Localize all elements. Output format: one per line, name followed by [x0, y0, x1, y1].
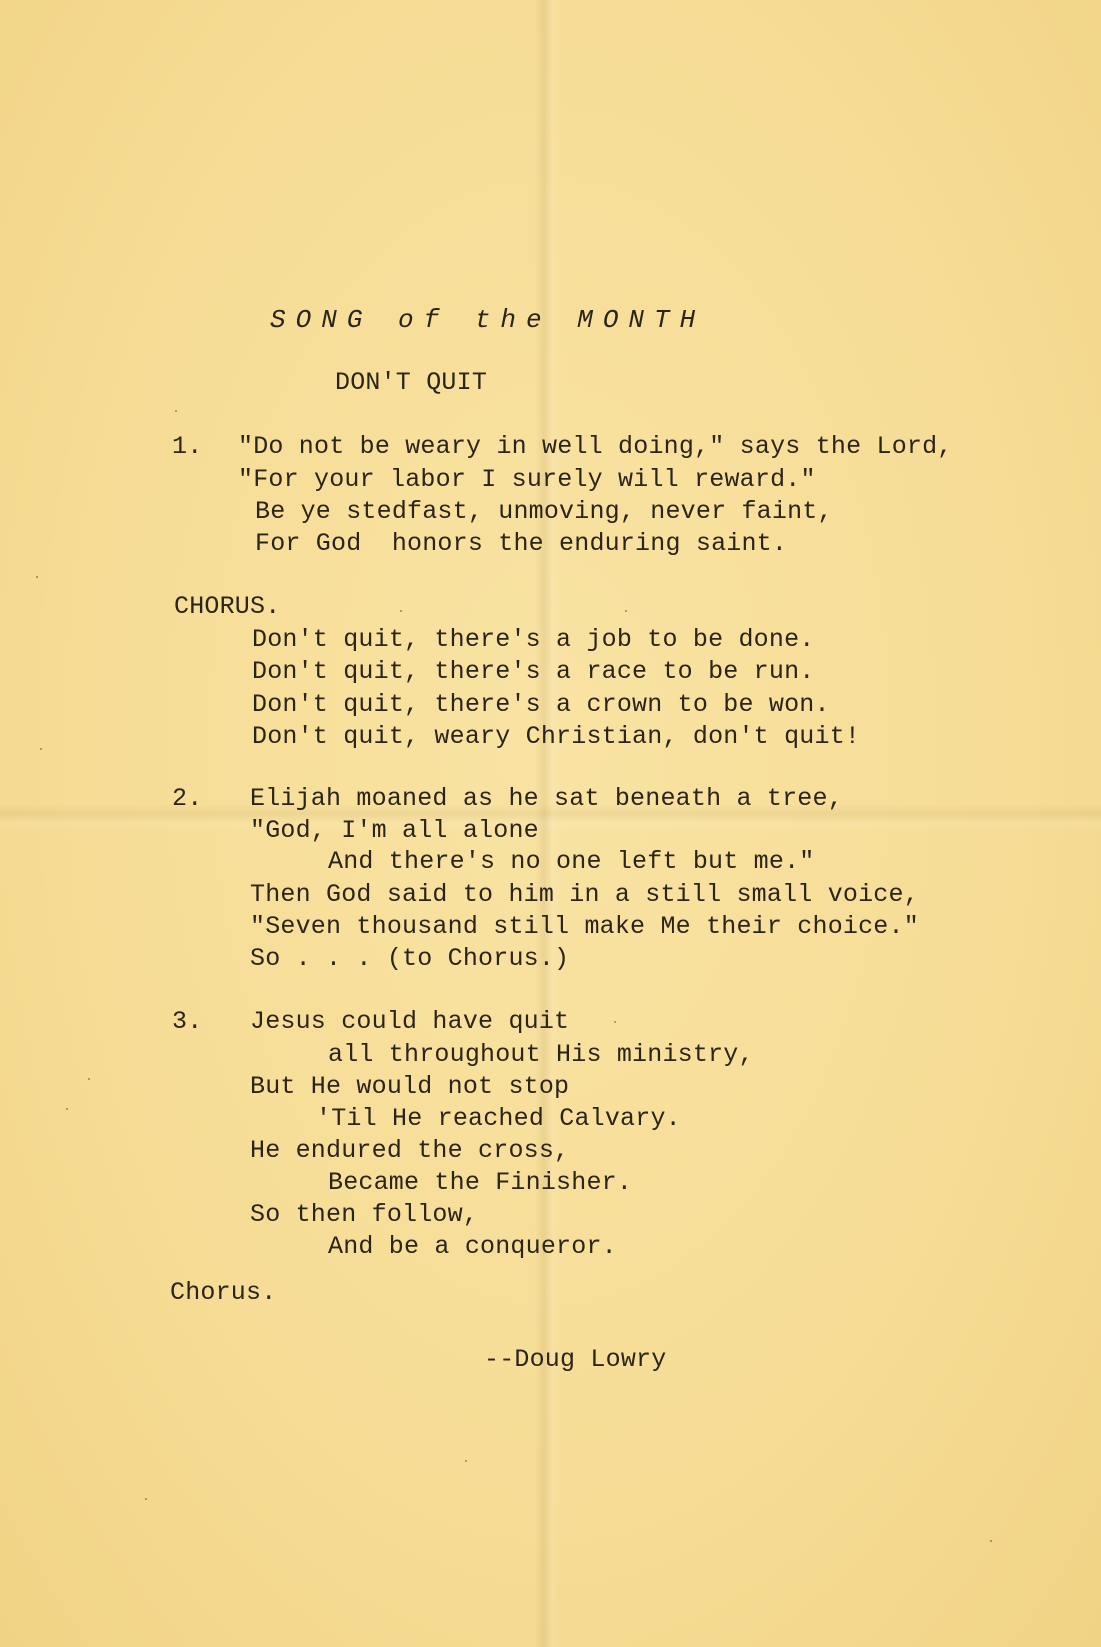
paper-speck	[145, 1498, 147, 1500]
verse-1-line: "Do not be weary in well doing," says the Lord,	[238, 432, 953, 461]
paper-speck	[40, 748, 42, 750]
verse-3-line: Jesus could have quit	[250, 1007, 570, 1036]
verse-2-line: So . . . (to Chorus.)	[250, 944, 570, 973]
verse-3-line: So then follow,	[250, 1200, 479, 1229]
verse-3-line: He endured the cross,	[250, 1136, 570, 1165]
chorus-line: Don't quit, there's a job to be done.	[252, 625, 815, 654]
paper-speck	[36, 576, 38, 578]
paper-speck	[990, 1540, 992, 1542]
verse-2-line: Elijah moaned as he sat beneath a tree,	[250, 784, 843, 813]
verse-1-line: Be ye stedfast, unmoving, never faint,	[255, 497, 833, 526]
chorus-line: Don't quit, weary Christian, don't quit!	[252, 722, 861, 751]
verse-3-line: all throughout His ministry,	[328, 1040, 754, 1069]
song-title: DON'T QUIT	[335, 368, 488, 397]
verse-2-line: "God, I'm all alone	[250, 816, 539, 845]
paper-speck	[400, 610, 402, 612]
verse-2-line: Then God said to him in a still small voice,	[250, 880, 919, 909]
verse-3-line: But He would not stop	[250, 1072, 570, 1101]
verse-3-number: 3.	[172, 1007, 203, 1036]
verse-3-line: And be a conqueror.	[328, 1232, 617, 1261]
chorus-line: Don't quit, there's a crown to be won.	[252, 690, 830, 719]
paper-speck	[66, 1108, 68, 1110]
paper-speck	[465, 1460, 467, 1462]
verse-2-line: "Seven thousand still make Me their choice."	[250, 912, 919, 941]
verse-2-line: And there's no one left but me."	[328, 847, 815, 876]
chorus-line: Don't quit, there's a race to be run.	[252, 657, 815, 686]
chorus-label: CHORUS.	[174, 592, 281, 621]
verse-1-number: 1.	[172, 432, 203, 461]
author-credit: --Doug Lowry	[484, 1345, 667, 1374]
chorus-repeat-label: Chorus.	[170, 1278, 277, 1307]
paper-speck	[625, 610, 627, 612]
song-of-the-month-heading: SONG of the MONTH	[270, 305, 706, 335]
paper-speck	[175, 410, 177, 412]
paper-speck	[88, 1078, 90, 1080]
verse-1-line: For God honors the enduring saint.	[255, 529, 788, 558]
verse-3-line: Became the Finisher.	[328, 1168, 633, 1197]
verse-2-number: 2.	[172, 784, 203, 813]
verse-1-line: "For your labor I surely will reward."	[238, 465, 816, 494]
verse-3-line: 'Til He reached Calvary.	[316, 1104, 681, 1133]
paper-speck	[614, 1021, 616, 1023]
